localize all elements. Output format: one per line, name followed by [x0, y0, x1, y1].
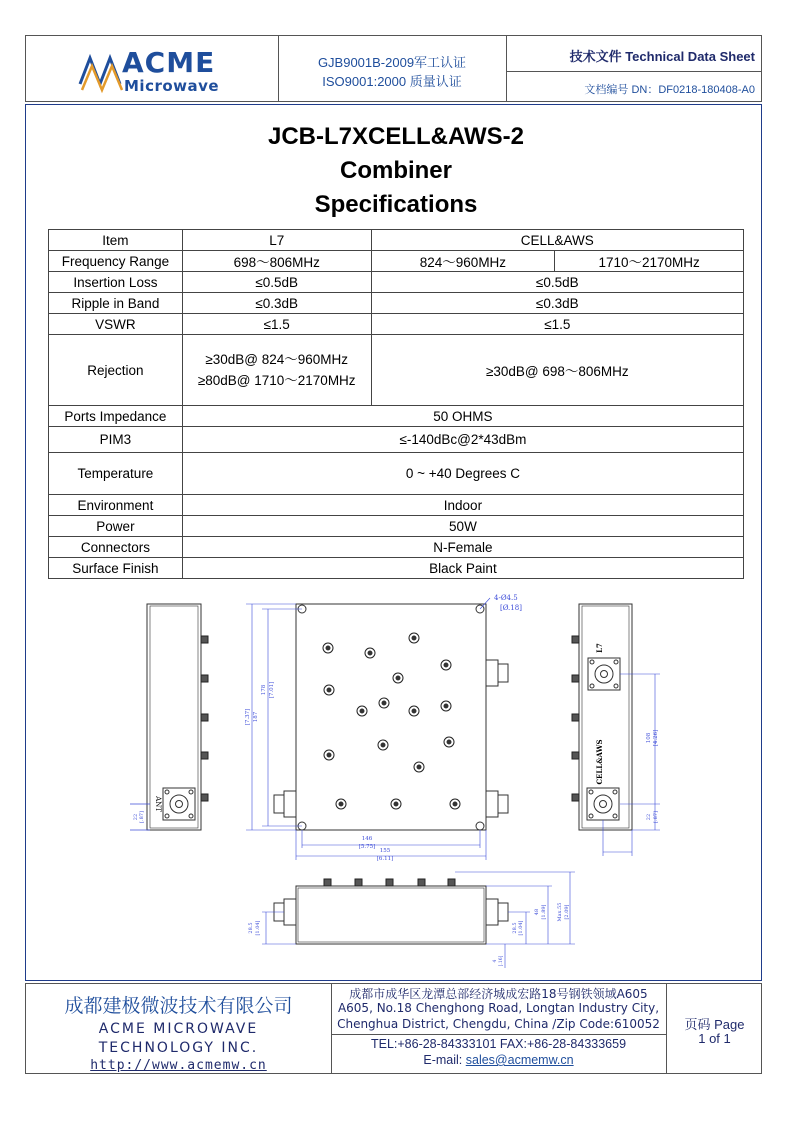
table-cell: 824～960MHz — [371, 251, 555, 272]
dim-label: 187 — [253, 711, 259, 723]
dim-label: 28.5 — [248, 922, 254, 934]
table-cell: Insertion Loss — [49, 272, 183, 293]
table-header: L7 — [182, 230, 371, 251]
top-view — [274, 604, 508, 830]
left-side-view — [130, 604, 208, 830]
table-cell: Rejection — [49, 335, 183, 406]
right-side-view — [572, 604, 632, 830]
table-cell: Environment — [49, 495, 183, 516]
bottom-side-view — [274, 879, 508, 944]
email-line — [331, 1053, 666, 1067]
table-cell: Surface Finish — [49, 558, 183, 579]
address-en: Chenghua District, Chengdu, China /Zip Code:610052 — [337, 1017, 660, 1031]
table-cell: ≤0.3dB — [182, 293, 371, 314]
dim-label: [4.26] — [653, 729, 659, 747]
company-name-cn: 成都建极微波技术有限公司 — [64, 996, 293, 1017]
doc-number: 文档编号 DN：DF0218-180408-A0 — [584, 84, 755, 96]
dim-label: [.87] — [139, 811, 145, 823]
table-header: CELL&AWS — [371, 230, 743, 251]
email-link[interactable]: sales@acmemw.cn — [465, 1053, 574, 1067]
dim-label: 108 — [646, 732, 652, 744]
table-cell: ≤0.5dB — [182, 272, 371, 293]
dim-label: 28.5 — [512, 922, 518, 934]
table-header: Item — [49, 230, 183, 251]
dim-label: 4 — [493, 959, 498, 963]
port-ant-label: ANT — [154, 796, 162, 812]
dim-label: [1.89] — [541, 904, 547, 920]
footer-box — [25, 983, 762, 1074]
table-cell: 0 ~ +40 Degrees C — [182, 453, 743, 495]
table-cell: 50W — [182, 516, 743, 537]
table-cell: ≤1.5 — [371, 314, 743, 335]
table-cell: Indoor — [182, 495, 743, 516]
port-l7-label: L7 — [595, 643, 604, 653]
table-cell: Connectors — [49, 537, 183, 558]
tel-fax: TEL:+86-28-84333101 FAX:+86-28-84333659 — [370, 1037, 627, 1051]
dim-label: 146 — [361, 836, 373, 842]
hole-note: 4-Ø4.5 — [494, 594, 518, 602]
brand-name: ACME — [122, 46, 216, 79]
top-view-dimensions — [246, 598, 490, 860]
dim-label: [7.37] — [245, 708, 251, 726]
rejection-line: ≥30dB@ 824～960MHz — [205, 352, 349, 367]
dim-label: [6.11] — [376, 856, 394, 862]
table-cell: Ports Impedance — [49, 406, 183, 427]
table-cell: N-Female — [182, 537, 743, 558]
table-cell: Temperature — [49, 453, 183, 495]
dim-label: [5.75] — [358, 844, 376, 850]
dim-label: [2.09] — [564, 904, 570, 920]
sheet-type: 技术文件 Technical Data Sheet — [569, 49, 755, 64]
dim-label: 178 — [261, 684, 267, 696]
cert-iso: ISO9001:2000 质量认证 — [322, 74, 462, 89]
section-title: Specifications — [314, 191, 478, 218]
table-cell: ≤0.5dB — [371, 272, 743, 293]
model-title: JCB-L7XCELL&AWS-2 — [267, 123, 525, 150]
table-cell: ≤-140dBc@2*43dBm — [182, 427, 743, 453]
page-number: 1 of 1 — [698, 1031, 731, 1046]
table-cell: 1710～2170MHz — [555, 251, 744, 272]
product-title: Combiner — [339, 157, 452, 184]
table-cell: ≤1.5 — [182, 314, 371, 335]
table-cell: PIM3 — [49, 427, 183, 453]
table-cell: VSWR — [49, 314, 183, 335]
dim-label: 48 — [534, 908, 540, 916]
cert-gjb: GJB9001B-2009军工认证 — [317, 55, 467, 70]
dim-label: [1.04] — [518, 920, 524, 936]
email-label: E-mail: — [423, 1053, 466, 1067]
table-cell: 698～806MHz — [182, 251, 371, 272]
rejection-line: ≥80dB@ 1710～2170MHz — [197, 373, 356, 388]
footer-divider — [331, 1034, 666, 1035]
dim-label: [1.04] — [255, 920, 261, 936]
table-cell: Frequency Range — [49, 251, 183, 272]
dim-label: 22 — [133, 813, 139, 821]
port-cellaws-label: CELL&AWS — [595, 739, 604, 785]
table-cell: Power — [49, 516, 183, 537]
company-name-en: TECHNOLOGY INC. — [98, 1040, 259, 1056]
brand-sub: Microwave — [124, 77, 220, 95]
table-cell: Ripple in Band — [49, 293, 183, 314]
dim-label: 22 — [646, 813, 652, 821]
table-cell: 50 OHMS — [182, 406, 743, 427]
table-cell: ≤0.3dB — [371, 293, 743, 314]
dim-label: [7.01] — [269, 681, 275, 699]
address-cn: 成都市成华区龙潭总部经济城成宏路18号钢铁领域A605 — [349, 987, 648, 1001]
dim-label: [.16] — [499, 955, 504, 967]
address-en: A605, No.18 Chenghong Road, Longtan Industry City, — [337, 1001, 660, 1015]
dim-label: [.87] — [653, 811, 659, 823]
table-cell: Black Paint — [182, 558, 743, 579]
table-cell: ≥30dB@ 698～806MHz — [371, 335, 743, 406]
dim-label: 155 — [379, 848, 391, 854]
page-label: 页码 Page — [684, 1017, 745, 1032]
company-name-en: ACME MICROWAVE — [98, 1021, 259, 1037]
hole-note: [Ø.18] — [500, 604, 522, 612]
company-url-link[interactable]: http://www.acmemw.cn — [90, 1058, 267, 1073]
dim-label: Max.55 — [557, 902, 563, 922]
